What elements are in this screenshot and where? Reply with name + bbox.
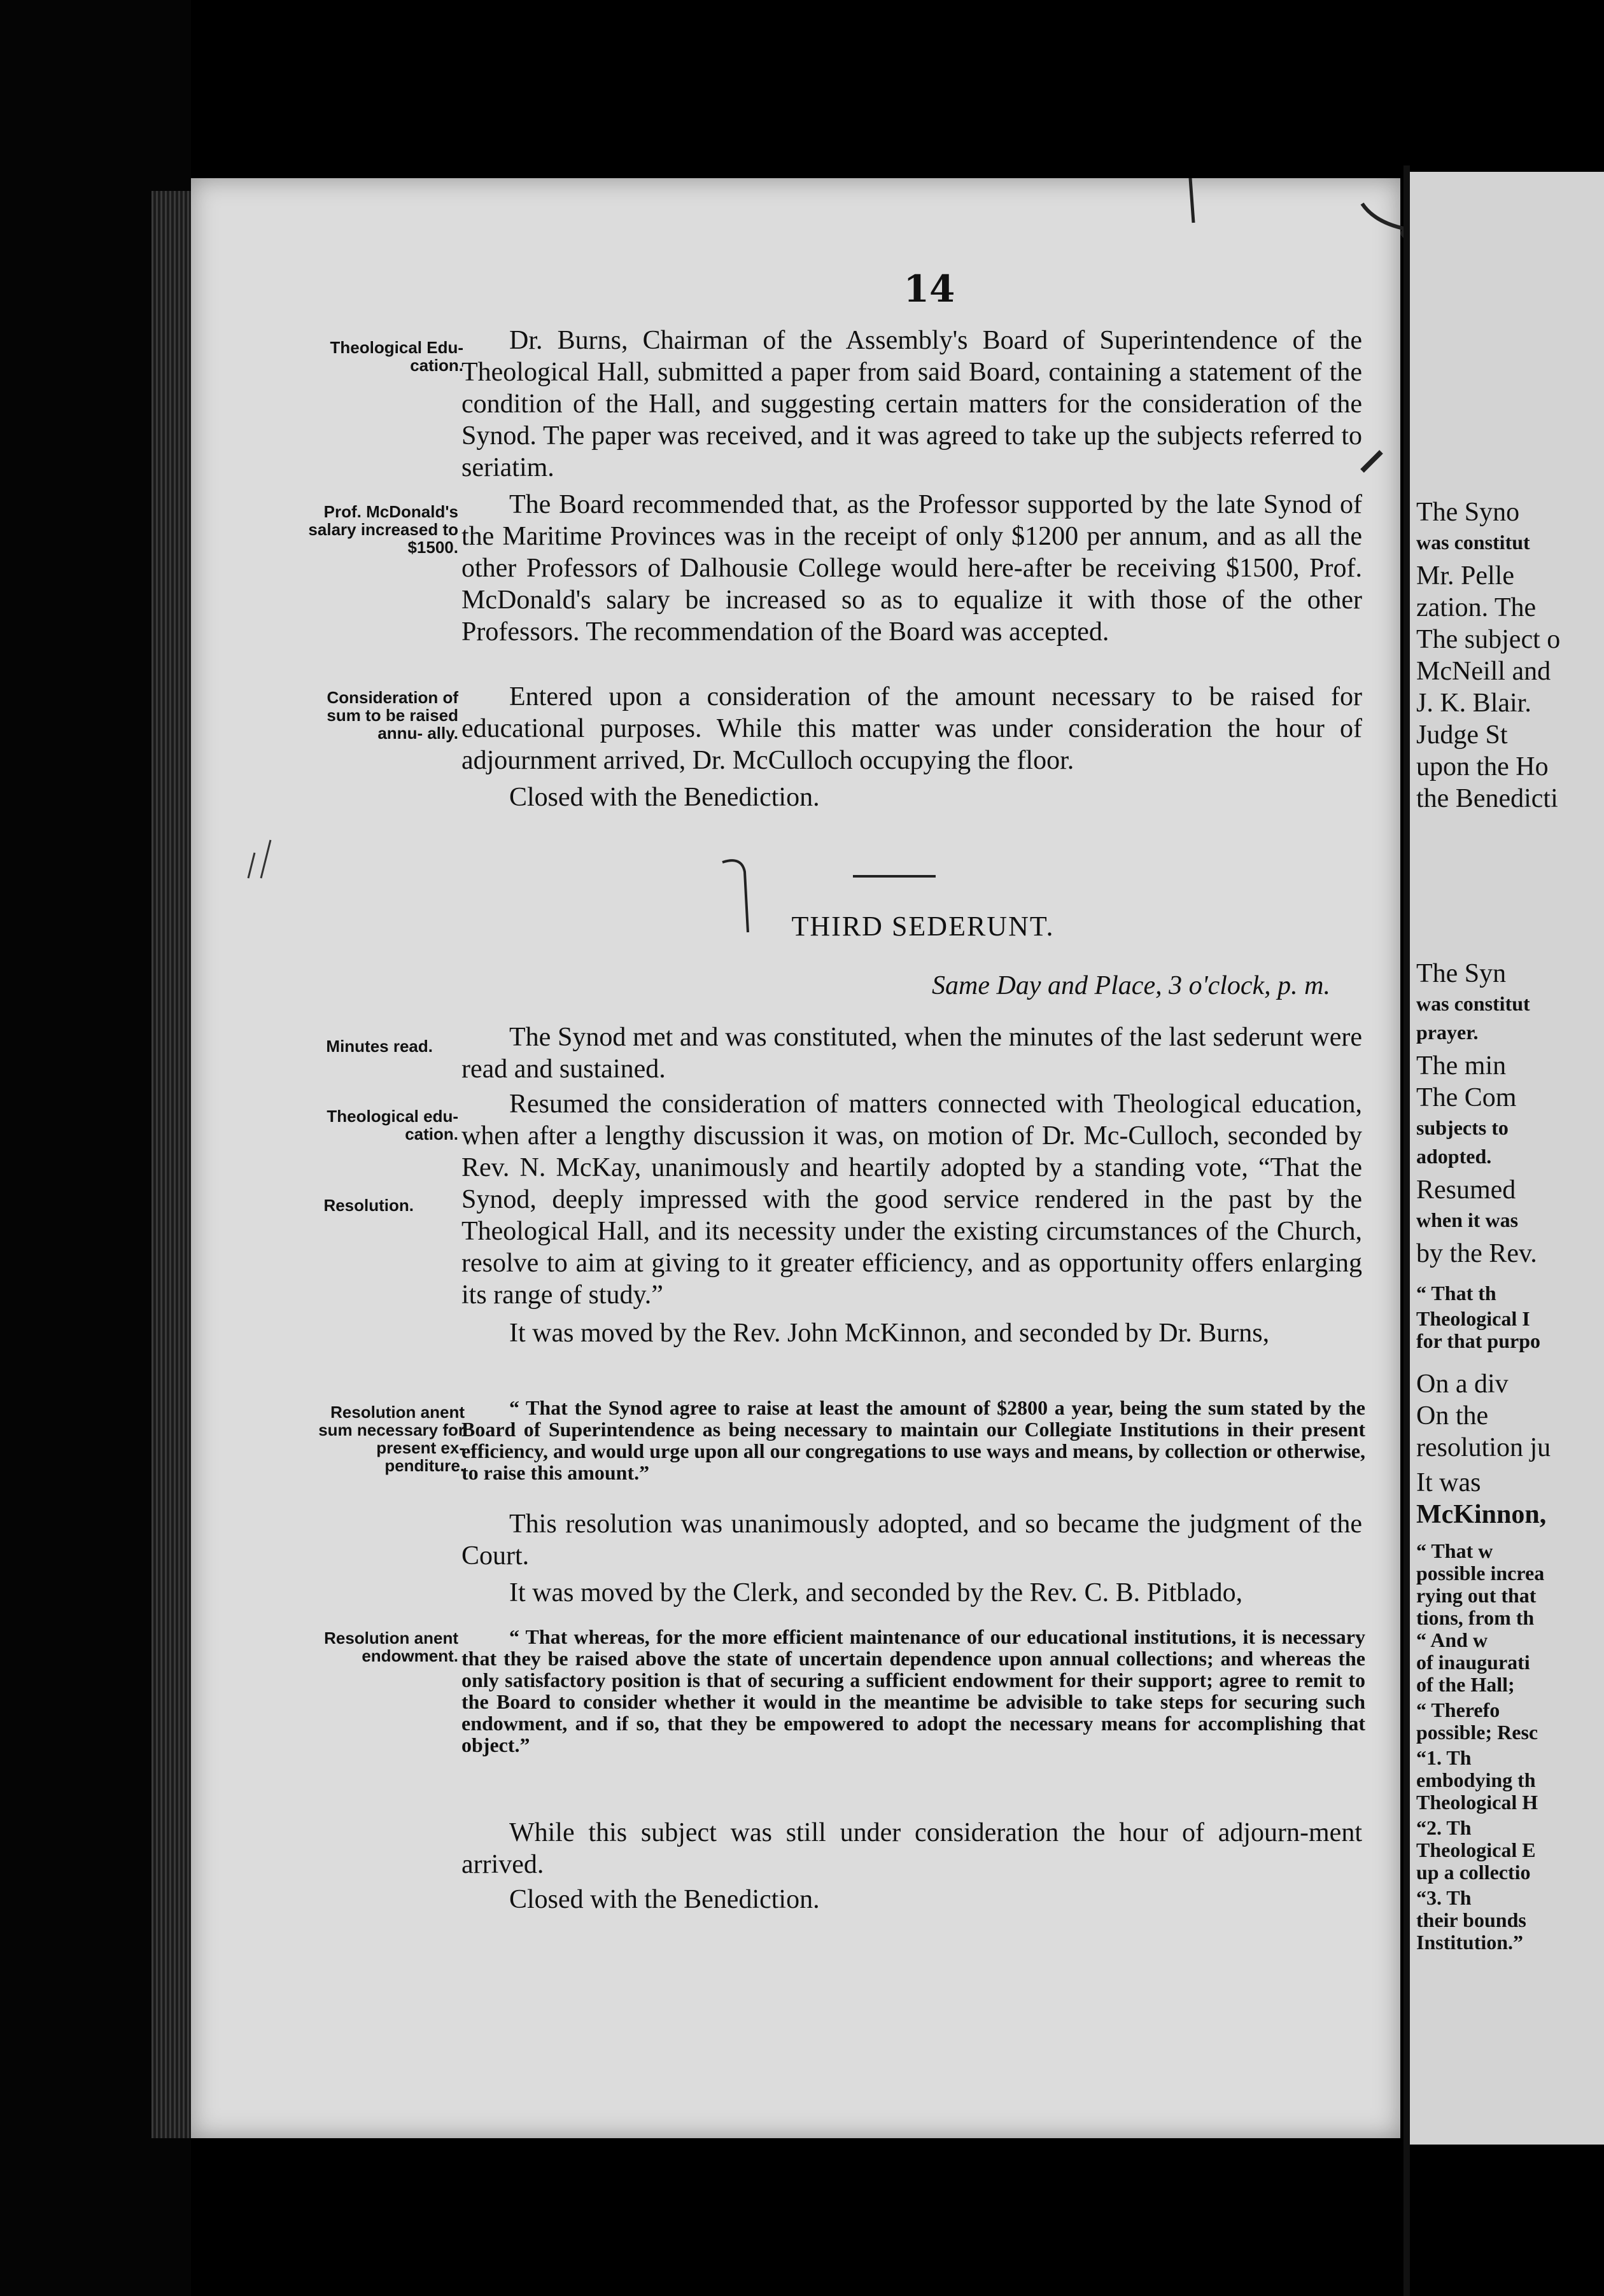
right-line: The Syn (1416, 959, 1507, 988)
page-gutter-rule (1404, 165, 1410, 2296)
section-subheading: Same Day and Place, 3 o'clock, p. m. (932, 971, 1330, 1000)
right-line: adopted. (1416, 1145, 1492, 1168)
paragraph-resolution-adopted: This resolution was unanimously adopted, and so became the judgment of the Court. (461, 1509, 1362, 1571)
paragraph-board-recommendation: The Board recommended that, as the Professor supported by the late Synod of the Maritime Provinces was in the receipt of only $1200 per annum, and as all the other Professors of Dalhousie College would here-after be receiving $1500, Prof. McDonald's salary be increased so as to equalize it with those of the other Professors. The recommendation of the Board was accepted. (461, 490, 1362, 647)
right-line: possible; Resc (1416, 1721, 1538, 1744)
page-number: 14 (903, 267, 955, 311)
margin-note-resolution-endowment: Resolution anent endowment. (324, 1628, 458, 1665)
right-line: Judge St (1416, 720, 1508, 750)
right-line: their bounds (1416, 1908, 1526, 1931)
right-line: “ And w (1416, 1628, 1488, 1651)
right-line: “ Therefo (1416, 1698, 1500, 1721)
right-line: Theological I (1416, 1307, 1530, 1330)
paragraph-closed-benediction-2: Closed with the Benediction. (509, 1885, 820, 1914)
right-line: “3. Th (1416, 1886, 1472, 1909)
paragraph-burns-paper: Dr. Burns, Chairman of the Assembly's Board of Superintendence of the Theological Hall, submitted a paper from said Board, containing a statement of the condition of the Hall, and suggesting certain matters for the consideration of the Synod. The paper was received, and it was agreed to take up the subjects referred to seriatim. (461, 326, 1362, 482)
right-line: “2. Th (1416, 1816, 1472, 1839)
right-line: The min (1416, 1051, 1507, 1081)
margin-note-consideration: Consideration of sum to be raised annu- ally. (327, 688, 458, 743)
right-page-fragment (1410, 172, 1604, 2145)
right-line: Resumed (1416, 1175, 1516, 1205)
right-line: The Com (1416, 1083, 1517, 1112)
right-line: zation. The (1416, 593, 1537, 622)
right-line: tions, from th (1416, 1606, 1535, 1629)
section-heading: THIRD SEDERUNT. (791, 911, 1055, 942)
paragraph-moved-clerk: It was moved by the Clerk, and seconded by the Rev. C. B. Pitblado, (509, 1578, 1243, 1607)
right-line: Mr. Pelle (1416, 561, 1514, 591)
right-line: possible increa (1416, 1562, 1545, 1585)
right-line: On the (1416, 1401, 1489, 1431)
right-line: resolution ju (1416, 1433, 1551, 1462)
margin-note-resolution: Resolution. (323, 1196, 414, 1215)
paragraph-moved-mckinnon: It was moved by the Rev. John McKinnon, and seconded by Dr. Burns, (509, 1319, 1270, 1348)
right-line: “ That th (1416, 1282, 1496, 1305)
margin-note-minutes-read: Minutes read. (326, 1037, 433, 1056)
margin-note-prof-salary: Prof. McDonald's salary increased to $1500. (308, 502, 458, 557)
page-stack-edge (151, 191, 192, 2138)
right-line: by the Rev. (1416, 1239, 1537, 1268)
paragraph-amount-consideration: Entered upon a consideration of the amount necessary to be raised for educational purposes. While this matter was under consideration the hour of adjournment arrived, Dr. McCulloch occupying the floor. (461, 682, 1362, 775)
right-line: The subject o (1416, 625, 1561, 654)
paragraph-still-under-consideration: While this subject was still under consideration the hour of adjourn-ment arrived. (461, 1818, 1362, 1879)
pencil-marks (210, 165, 1604, 2265)
right-line: McKinnon, (1416, 1500, 1547, 1529)
right-line: was constitut (1416, 992, 1530, 1015)
right-line: prayer. (1416, 1021, 1479, 1044)
right-line: “1. Th (1416, 1746, 1472, 1769)
paragraph-synod-met: The Synod met and was constituted, when the minutes of the last sederunt were read and sustained. (461, 1023, 1362, 1084)
margin-note-resolution-sum: Resolution anent sum necessary for present ex- penditure. (318, 1403, 465, 1475)
quote-resolution-2800: “ That the Synod agree to raise at least the amount of $2800 a year, being the sum stated by the Board of Superintendence as being necessary to maintain our Collegiate Institutions in their present efficiency, and would urge upon all our congregations to use ways and means, by collection or otherwise, to raise this amount.” (461, 1396, 1365, 1484)
right-line: McNeill and (1416, 657, 1551, 686)
right-line: of the Hall; (1416, 1673, 1515, 1696)
margin-note-theological-education-2: Theological edu- cation. (327, 1107, 458, 1144)
right-line: embodying th (1416, 1768, 1536, 1791)
right-line: was constitut (1416, 531, 1530, 554)
right-line: rying out that (1416, 1584, 1537, 1607)
right-line: of inaugurati (1416, 1651, 1530, 1674)
right-line: when it was (1416, 1208, 1519, 1231)
right-line: “ That w (1416, 1539, 1493, 1562)
paragraph-closed-benediction-1: Closed with the Benediction. (509, 783, 820, 812)
paragraph-resumed-consideration: Resumed the consideration of matters connected with Theological education, when after a lengthy discussion it was, on motion of Dr. Mc-Culloch, seconded by Rev. N. McKay, unanimously and heartily adopted by a standing vote, “That the Synod, deeply impressed with the good service rendered in the past by the Theological Hall, and its necessity under the existing circumstances of the Church, resolve to aim at giving to it greater efficiency, and as opportunity offers enlarging its range of study.” (461, 1089, 1362, 1310)
right-line: The Syno (1416, 498, 1520, 527)
right-line: Theological E (1416, 1838, 1536, 1861)
right-line: J. K. Blair. (1416, 689, 1531, 718)
right-line: It was (1416, 1468, 1481, 1497)
right-line: for that purpo (1416, 1329, 1540, 1352)
right-line: up a collectio (1416, 1861, 1531, 1884)
right-line: upon the Ho (1416, 752, 1549, 781)
right-line: the Benedicti (1416, 784, 1558, 813)
quote-resolution-endowment: “ That whereas, for the more efficient maintenance of our educational institutions, it is necessary that they be raised above the state of uncertain dependence upon annual collections; and whereas the only satisfactory position is that of securing a sufficient endowment for their support; agree to remit to the Board to consider whether it would in the meantime be advisible to take steps for securing such endowment, and if so, that they be empowered to adopt the necessary means for accomplishing that object.” (461, 1625, 1365, 1756)
right-line: On a div (1416, 1369, 1509, 1399)
right-line: Theological H (1416, 1791, 1538, 1814)
margin-note-theological-education: Theological Edu- cation. (330, 338, 463, 375)
right-line: subjects to (1416, 1116, 1509, 1139)
right-line: Institution.” (1416, 1931, 1524, 1954)
